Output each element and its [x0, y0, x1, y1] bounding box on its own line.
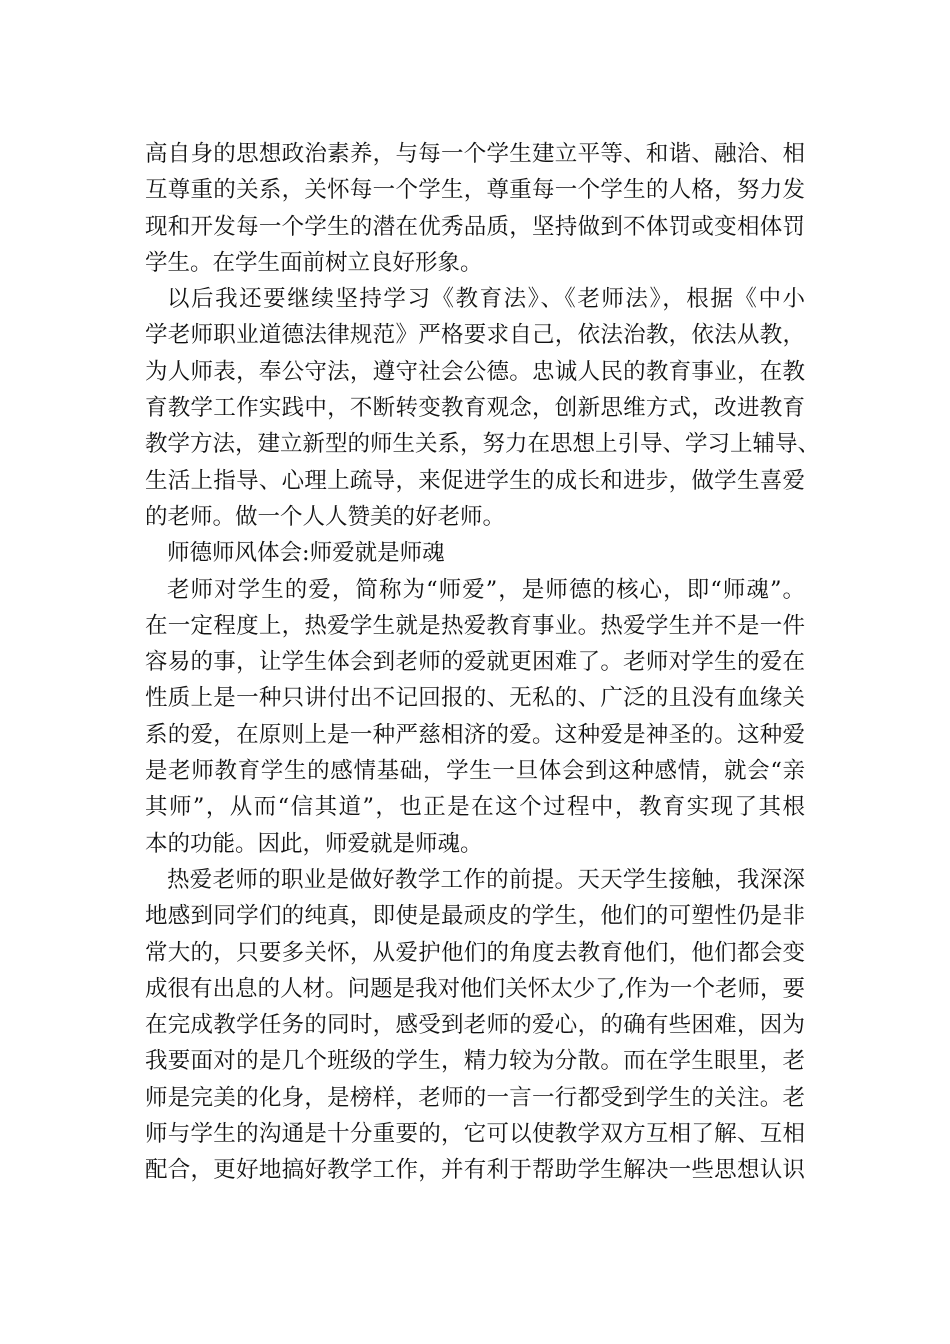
text-line: 本的功能。因此，师爱就是师魂。: [145, 830, 483, 857]
text-line: 配合，更好地搞好教学工作，并有利于帮助学生解决一些思想认识: [145, 1157, 805, 1184]
text-line: 高自身的思想政治素养，与每一个学生建立平等、和谐、融洽、相: [145, 141, 805, 167]
text-line: 我要面对的是几个班级的学生，精力较为分散。而在学生眼里，老: [145, 1048, 805, 1075]
text-line: 热爱老师的职业是做好教学工作的前提。天天学生接触，我深深: [167, 866, 805, 893]
text-line: 是老师教育学生的感情基础，学生一旦体会到这种感情，就会“亲: [145, 758, 805, 785]
text-line: 学生。在学生面前树立良好形象。: [145, 249, 483, 276]
text-line: 其师”，从而“信其道”，也正是在这个过程中，教育实现了其根: [145, 794, 805, 821]
text-line: 老师对学生的爱，简称为“师爱”，是师德的核心，即“师魂”。: [167, 576, 805, 603]
text-line: 成很有出息的人材。问题是我对他们关怀太少了,作为一个老师，要: [145, 975, 805, 1002]
text-line: 互尊重的关系，关怀每一个学生，尊重每一个学生的人格，努力发: [145, 177, 805, 204]
document-body: [145, 136, 821, 1189]
text-line: 生活上指导、心理上疏导，来促进学生的成长和进步，做学生喜爱: [145, 467, 805, 494]
text-line: 学老师职业道德法律规范》严格要求自己，依法治教，依法从教，: [145, 322, 805, 349]
text-line: 在完成教学任务的同时，感受到老师的爱心，的确有些困难，因为: [145, 1012, 805, 1039]
text-line: 容易的事，让学生体会到老师的爱就更困难了。老师对学生的爱在: [145, 649, 805, 676]
text-line: 以后我还要继续坚持学习《教育法》、《老师法》，根据《中小: [167, 286, 805, 313]
text-line: 教学方法，建立新型的师生关系，努力在思想上引导、学习上辅导、: [145, 431, 821, 458]
text-line: 的老师。做一个人人赞美的好老师。: [145, 503, 506, 530]
section-heading: 师德师风体会:师爱就是师魂: [167, 540, 445, 567]
text-line: 性质上是一种只讲付出不记回报的、无私的、广泛的且没有血缘关: [145, 685, 805, 712]
text-line: 师与学生的沟通是十分重要的，它可以使教学双方互相了解、互相: [145, 1121, 805, 1148]
text-line: 为人师表，奉公守法，遵守社会公德。忠诚人民的教育事业，在教: [145, 358, 805, 385]
text-line: 师是完美的化身，是榜样，老师的一言一行都受到学生的关注。老: [145, 1084, 805, 1111]
text-line: 育教学工作实践中，不断转变教育观念，创新思维方式，改进教育: [145, 395, 805, 422]
text-line: 现和开发每一个学生的潜在优秀品质，坚持做到不体罚或变相体罚: [145, 213, 805, 240]
text-line: 在一定程度上，热爱学生就是热爱教育事业。热爱学生并不是一件: [145, 612, 805, 639]
text-line: 地感到同学们的纯真，即使是最顽皮的学生，他们的可塑性仍是非: [145, 903, 805, 930]
text-line: 常大的，只要多关怀，从爱护他们的角度去教育他们，他们都会变: [145, 939, 805, 966]
text-line: 系的爱，在原则上是一种严慈相济的爱。这种爱是神圣的。这种爱: [145, 721, 805, 748]
